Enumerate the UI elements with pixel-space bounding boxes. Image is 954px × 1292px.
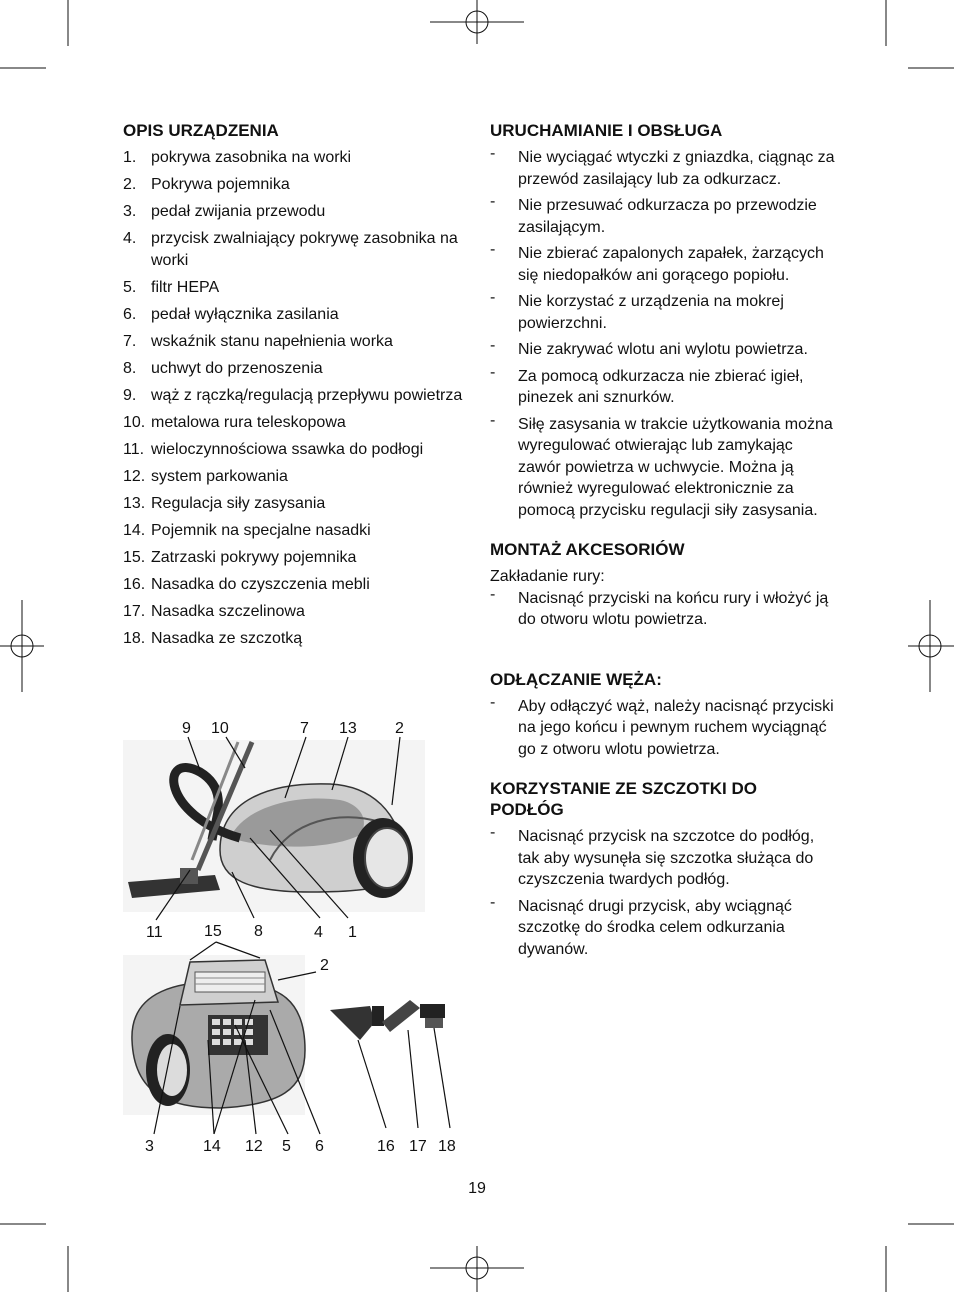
list-item: 8. uchwyt do przenoszenia (123, 359, 323, 377)
list-item: 16. Nasadka do czyszczenia mebli (123, 575, 370, 593)
hose-section (490, 669, 835, 761)
brush-section (490, 778, 835, 960)
figure-label: 7 (300, 720, 309, 737)
figure-label: 2 (320, 957, 329, 974)
figure-label: 14 (203, 1138, 221, 1155)
list-item: 12. system parkowania (123, 467, 288, 485)
list-item: 2. Pokrywa pojemnika (123, 176, 290, 193)
vacuum-illustration (123, 740, 425, 912)
figure-label: 2 (395, 720, 404, 737)
list-item: - Nacisnąć przycisk na szczotce do podłóg, tak aby wysunęła się szczotka służąca do czyszczenia twardych podłóg. (490, 826, 835, 891)
operation-list (490, 147, 835, 521)
figure-label: 9 (182, 720, 191, 737)
brush-list (490, 826, 835, 960)
list-item: - Nie korzystać z urządzenia na mokrej powierzchni. (490, 291, 835, 334)
list-item: 3. pedał zwijania przewodu (123, 203, 326, 220)
list-item: 4. przycisk zwalniający pokrywę zasobnika na worki (123, 230, 458, 269)
list-item: - Nacisnąć przyciski na końcu rury i włożyć ją do otworu wlotu powietrza. (490, 588, 835, 631)
accessories-list (490, 588, 835, 631)
hose-list (490, 696, 835, 761)
vacuum-open-illustration (123, 955, 305, 1115)
list-item: 15. Zatrzaski pokrywy pojemnika (123, 548, 357, 566)
figure-label: 1 (348, 924, 357, 941)
right-column (490, 120, 835, 978)
accessories-section (490, 539, 835, 631)
figure-label: 18 (438, 1138, 456, 1155)
list-item: - Nie zbierać zapalonych zapałek, żarzących się niedopałków ani gorącego popiołu. (490, 243, 835, 286)
list-item: 13. Regulacja siły zasysania (123, 494, 326, 512)
list-item: 5. filtr HEPA (123, 278, 220, 296)
list-item: 6. pedał wyłącznika zasilania (123, 305, 339, 323)
section-title: ODŁĄCZANIE WĘŻA: (490, 669, 662, 689)
list-item: 17. Nasadka szczelinowa (123, 602, 305, 620)
operation-section (490, 120, 835, 521)
list-item: - Siłę zasysania w trakcie użytkowania można wyregulować otwierając lub zamykając zawór powietrza w uchwycie. Można ją również wyregulować elektronicznie za pomocą przycisku regulacji siły zasysania. (490, 414, 835, 522)
list-item: 9. wąż z rączką/regulacją przepływu powietrza (123, 386, 463, 404)
figure-label: 13 (339, 720, 357, 737)
left-column (123, 120, 468, 655)
section-title: KORZYSTANIE ZE SZCZOTKI DO PODŁÓG (490, 779, 757, 819)
list-item: 14. Pojemnik na specjalne nasadki (123, 521, 371, 539)
figure-label: 11 (146, 924, 163, 941)
list-item: 10. metalowa rura teleskopowa (123, 413, 346, 431)
accessories-intro: Zakładanie rury: (490, 568, 605, 585)
figure-label: 5 (282, 1138, 291, 1155)
figure-label: 16 (377, 1138, 395, 1155)
figure-label: 8 (254, 923, 263, 940)
list-item: - Nacisnąć drugi przycisk, aby wciągnąć szczotkę do środka celem odkurzania dywanów. (490, 896, 835, 961)
list-item: - Nie wyciągać wtyczki z gniazdka, ciągnąc za przewód zasilający lub za odkurzacz. (490, 147, 835, 190)
section-title: MONTAŻ AKCESORIÓW (490, 540, 685, 559)
figure-label: 12 (245, 1138, 263, 1155)
vacuum-diagram (120, 710, 470, 1160)
parts-title: OPIS URZĄDZENIA (123, 121, 279, 140)
page-number: 19 (468, 1180, 486, 1197)
figure-label: 10 (211, 720, 229, 737)
list-item: - Nie przesuwać odkurzacza po przewodzie zasilającym. (490, 195, 835, 238)
list-item: 11. wieloczynnościowa ssawka do podłogi (123, 440, 424, 458)
list-item: - Nie zakrywać wlotu ani wylotu powietrza. (490, 339, 835, 361)
figure-label: 4 (314, 924, 323, 941)
section-title: URUCHAMIANIE I OBSŁUGA (490, 121, 723, 140)
list-item: - Za pomocą odkurzacza nie zbierać igieł, pinezek ani sznurków. (490, 366, 835, 409)
parts-list (123, 147, 468, 649)
list-item: - Aby odłączyć wąż, należy nacisnąć przyciski na jego końcu i pewnym ruchem wyciągnąć go z otworu wlotu powietrza. (490, 696, 835, 761)
figure-label: 6 (315, 1138, 324, 1155)
list-item: 1. pokrywa zasobnika na worki (123, 149, 352, 166)
accessories-illustration (330, 1000, 445, 1040)
figure-label: 15 (204, 923, 222, 940)
list-item: 18. Nasadka ze szczotką (123, 629, 303, 647)
figure-label: 3 (145, 1138, 154, 1155)
figure-label: 17 (409, 1138, 427, 1155)
list-item: 7. wskaźnik stanu napełnienia worka (123, 332, 393, 350)
